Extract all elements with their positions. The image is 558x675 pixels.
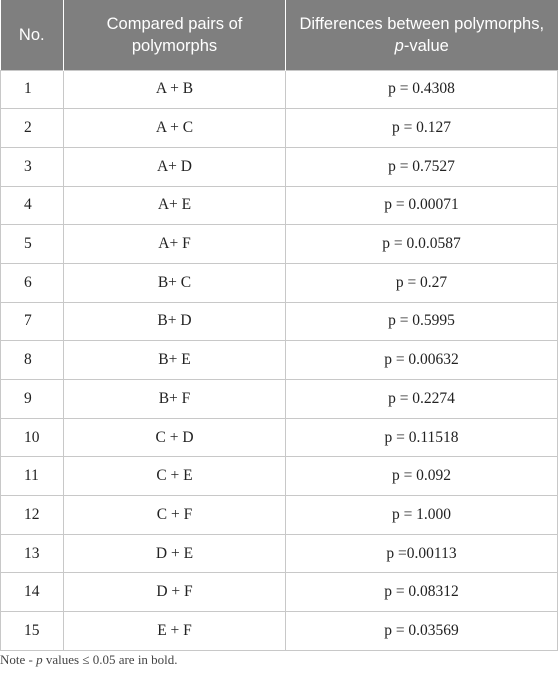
table-row bbox=[1, 70, 558, 109]
table-footnote bbox=[0, 652, 178, 668]
table-header bbox=[1, 0, 558, 70]
row-number: 1 bbox=[1, 70, 64, 109]
row-number: 5 bbox=[1, 225, 64, 264]
row-pair: C + E bbox=[64, 457, 286, 496]
row-number: 6 bbox=[1, 263, 64, 302]
row-p-value: p =0.00113 bbox=[286, 534, 558, 573]
row-pair: A + B bbox=[64, 70, 286, 109]
row-pair: D + E bbox=[64, 534, 286, 573]
row-pair: C + D bbox=[64, 418, 286, 457]
row-pair: B+ E bbox=[64, 341, 286, 380]
header-differences bbox=[286, 0, 558, 70]
row-pair: A+ E bbox=[64, 186, 286, 225]
row-p-value: p = 0.2274 bbox=[286, 380, 558, 419]
row-pair: B+ D bbox=[64, 302, 286, 341]
header-differences-text: Differences between polymorphs, bbox=[299, 14, 545, 33]
row-p-value: p = 0.11518 bbox=[286, 418, 558, 457]
table-row bbox=[1, 225, 558, 264]
table-body bbox=[1, 70, 558, 650]
row-pair: A+ F bbox=[64, 225, 286, 264]
row-number: 3 bbox=[1, 147, 64, 186]
row-pair: A + C bbox=[64, 109, 286, 148]
table-row bbox=[1, 418, 558, 457]
row-p-value: p = 0.08312 bbox=[286, 573, 558, 612]
row-p-value: p = 0.27 bbox=[286, 263, 558, 302]
footnote-prefix: Note - bbox=[0, 652, 37, 667]
header-differences-suffix: -value bbox=[403, 36, 449, 55]
row-number: 4 bbox=[1, 186, 64, 225]
footnote-p: p bbox=[36, 652, 43, 667]
row-number: 2 bbox=[1, 109, 64, 148]
table-row bbox=[1, 457, 558, 496]
row-p-value: p = 0.00632 bbox=[286, 341, 558, 380]
header-differences-p: p bbox=[394, 36, 404, 55]
table-row bbox=[1, 341, 558, 380]
row-p-value: p = 0.4308 bbox=[286, 70, 558, 109]
table-row bbox=[1, 496, 558, 535]
header-row bbox=[1, 0, 558, 70]
row-pair: B+ C bbox=[64, 263, 286, 302]
row-p-value: p = 1.000 bbox=[286, 496, 558, 535]
row-p-value: p = 0.127 bbox=[286, 109, 558, 148]
row-number: 7 bbox=[1, 302, 64, 341]
header-no: No. bbox=[1, 0, 64, 70]
row-number: 14 bbox=[1, 573, 64, 612]
table-row bbox=[1, 612, 558, 651]
row-number: 15 bbox=[1, 612, 64, 651]
row-p-value: p = 0.0.0587 bbox=[286, 225, 558, 264]
row-p-value: p = 0.092 bbox=[286, 457, 558, 496]
row-number: 10 bbox=[1, 418, 64, 457]
header-compared-pairs: Compared pairs of polymorphs bbox=[64, 0, 286, 70]
row-number: 8 bbox=[1, 341, 64, 380]
row-pair: A+ D bbox=[64, 147, 286, 186]
footnote-suffix: values ≤ 0.05 are in bold. bbox=[42, 652, 178, 667]
table-row bbox=[1, 534, 558, 573]
row-p-value: p = 0.7527 bbox=[286, 147, 558, 186]
row-p-value: p = 0.03569 bbox=[286, 612, 558, 651]
row-number: 11 bbox=[1, 457, 64, 496]
row-pair: B+ F bbox=[64, 380, 286, 419]
table-row bbox=[1, 380, 558, 419]
table-row bbox=[1, 109, 558, 148]
row-pair: E + F bbox=[64, 612, 286, 651]
table-row bbox=[1, 573, 558, 612]
table-row bbox=[1, 263, 558, 302]
row-number: 12 bbox=[1, 496, 64, 535]
table-row bbox=[1, 147, 558, 186]
table-row bbox=[1, 186, 558, 225]
table-row bbox=[1, 302, 558, 341]
row-pair: D + F bbox=[64, 573, 286, 612]
row-number: 9 bbox=[1, 380, 64, 419]
row-p-value: p = 0.00071 bbox=[286, 186, 558, 225]
row-number: 13 bbox=[1, 534, 64, 573]
row-pair: C + F bbox=[64, 496, 286, 535]
row-p-value: p = 0.5995 bbox=[286, 302, 558, 341]
